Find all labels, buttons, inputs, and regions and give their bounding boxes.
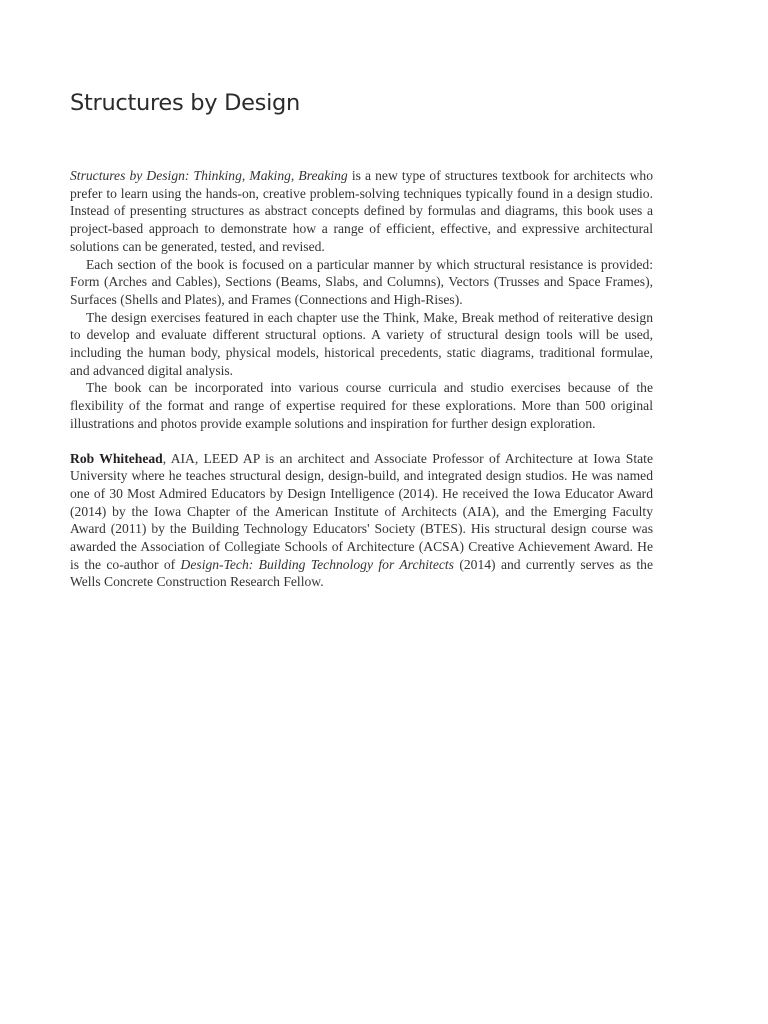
author-bio-text-1: , AIA, LEED AP is an architect and Associate Professor of Architecture at Iowa State University where he teaches structural design, design-build, and integrated design studios. He was named one of 30 Most Admired Educators by Design Intelligence (2014). He received the Iowa Educator Award (2014) by the Iowa Chapter of the American Institute of Architects (AIA), and the Emerging Faculty Award (2011) by the Building Technology Educators' Society (BTES). His structural design course was awarded the Association of Collegiate Schools of Architecture (ACSA) Creative Achievement Award. He is the co-author of [70, 450, 653, 572]
coauthored-book-title: Design-Tech: Building Technology for Architects [180, 556, 454, 572]
page-title: Structures by Design [70, 90, 300, 116]
description-paragraph-3: The design exercises featured in each chapter use the Think, Make, Break method of reiterative design to develop and evaluate different structural options. A variety of structural design tools will be used, including the human body, physical models, historical precedents, static diagrams, traditional formulae, and advanced digital analysis. [70, 309, 653, 378]
book-title-italic: Structures by Design: Thinking, Making, Breaking [70, 168, 348, 183]
page-content [70, 86, 653, 591]
author-bio [70, 450, 653, 592]
description-paragraph-2: Each section of the book is focused on a particular manner by which structural resistance is provided: Form (Arches and Cables), Sections (Beams, Slabs, and Columns), Vectors (Trusses and Space Frames), Surfaces (Shells and Plates), and Frames (Connections and High-Rises). [70, 256, 653, 307]
author-bio-text-2: (2014) and currently serves as the Wells Concrete Construction Research Fellow. [70, 556, 653, 590]
description-paragraph-1 [70, 167, 653, 256]
description-text [70, 167, 653, 591]
author-name: Rob Whitehead [70, 450, 163, 466]
description-paragraph-1-text: is a new type of structures textbook for architects who prefer to learn using the hands-on, creative problem-solving techniques typically found in a design studio. Instead of presenting structures as abstract concepts defined by formulas and diagrams, this book uses a project-based approach to demonstrate how a range of efficient, effective, and expressive architectural solutions can be generated, tested, and revised. [70, 168, 653, 254]
description-paragraph-4: The book can be incorporated into various course curricula and studio exercises because of the flexibility of the format and range of expertise required for these explorations. More than 500 original illustrations and photos provide example solutions and inspiration for further design exploration. [70, 380, 653, 431]
